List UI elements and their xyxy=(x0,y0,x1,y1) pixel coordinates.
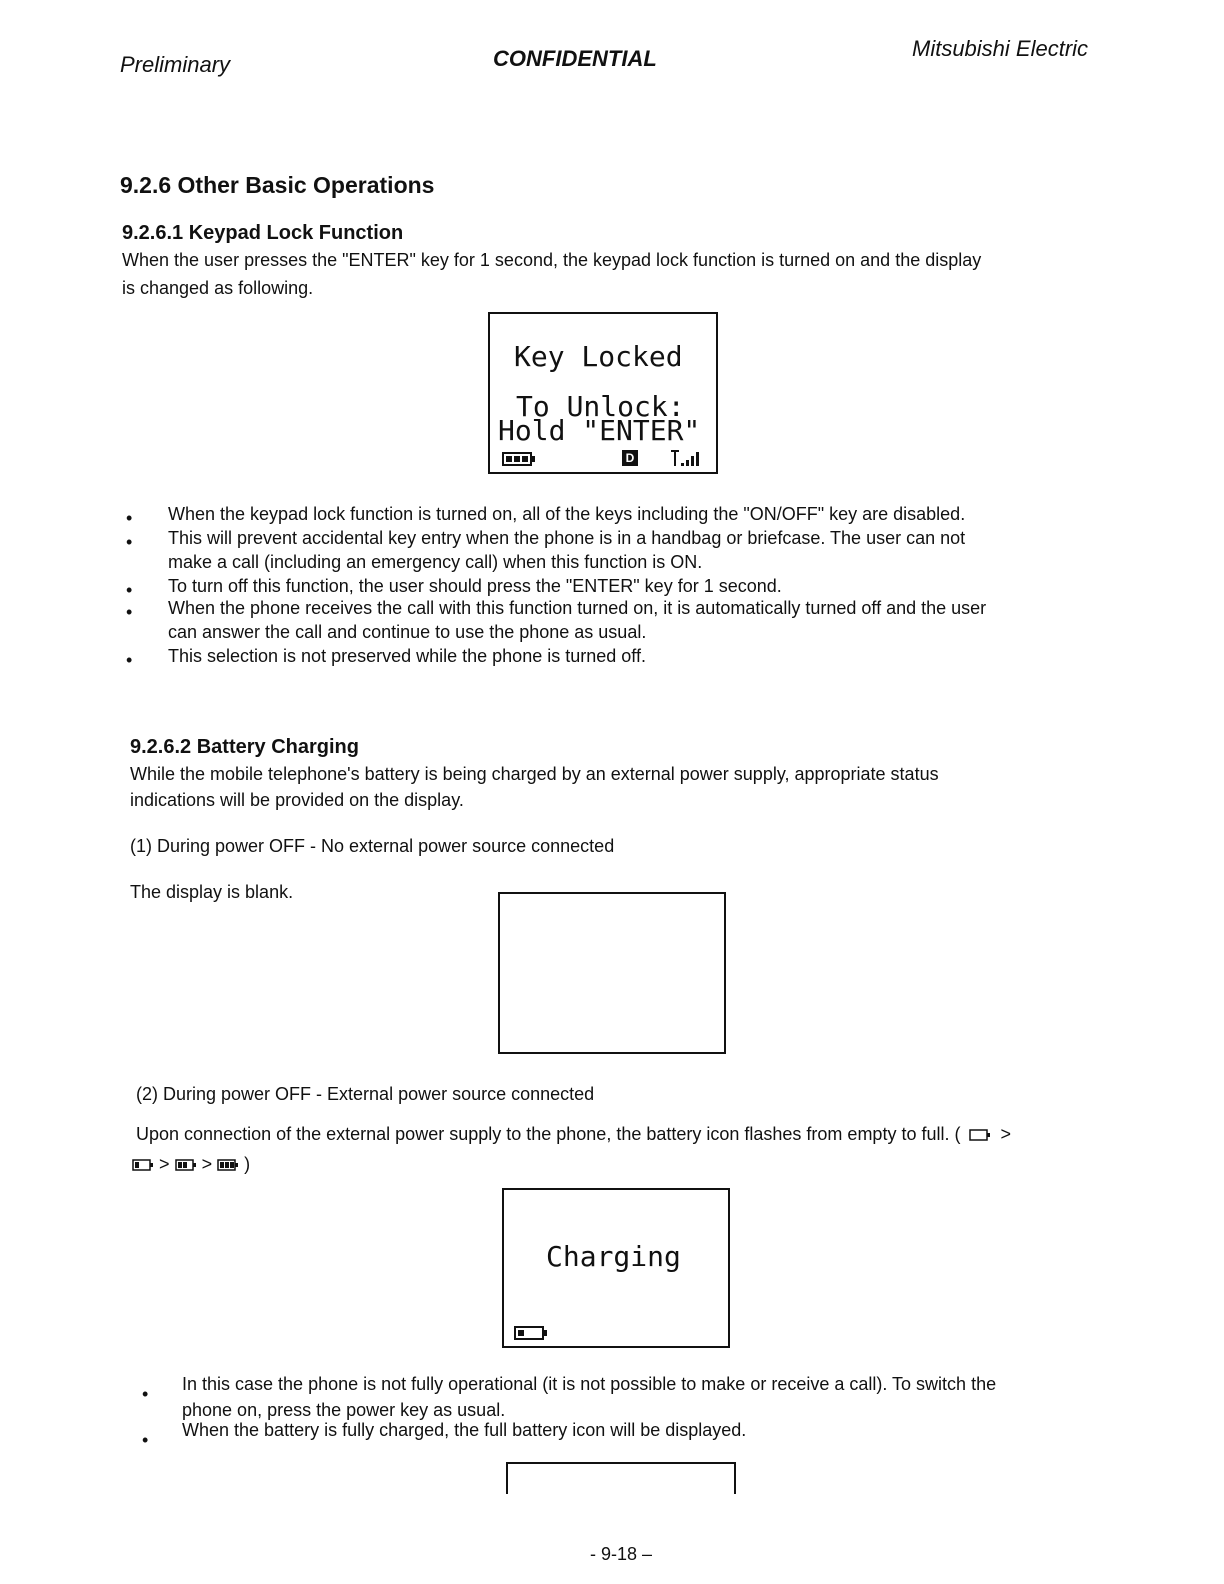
battery-full-icon xyxy=(502,452,536,471)
page-number: - 9-18 – xyxy=(590,1544,653,1564)
battery-empty-outline-icon xyxy=(969,1123,991,1147)
battery-two-bar-icon xyxy=(175,1153,197,1177)
header-confidential: CONFIDENTIAL xyxy=(493,46,657,71)
case2-line2-sep2: > xyxy=(201,1154,213,1174)
keypad-bullet-4-line1: When the phone receives the call with this function turned on, it is automatically turned off and the user xyxy=(168,598,987,618)
bullet-marker: • xyxy=(142,1384,149,1404)
bullet-marker: • xyxy=(126,602,133,622)
battery-bullet-2: When the battery is fully charged, the full battery icon will be displayed. xyxy=(182,1420,747,1440)
battery-bullet-1-line1: In this case the phone is not fully operational (it is not possible to make or receive a call). To switch the xyxy=(182,1374,997,1394)
battery-full-small-icon xyxy=(217,1153,239,1177)
display-line-key-locked: Key Locked xyxy=(514,340,683,373)
case2-line1 xyxy=(136,1122,1011,1147)
section-heading: 9.2.6 Other Basic Operations xyxy=(120,172,435,198)
blank-display xyxy=(498,892,726,1054)
case2-line2 xyxy=(132,1152,250,1177)
battery-one-bar-icon xyxy=(132,1153,154,1177)
case2-line2-sep1: > xyxy=(159,1154,170,1174)
case2-label: (2) During power OFF - External power source connected xyxy=(136,1084,595,1104)
keypad-bullet-4-line2: can answer the call and continue to use the phone as usual. xyxy=(168,622,647,642)
keypad-intro-line2: is changed as following. xyxy=(122,278,314,298)
battery-intro-line2: indications will be provided on the display. xyxy=(130,790,464,810)
display-line-to-unlock: To Unlock: xyxy=(516,390,685,423)
keypad-bullet-1: When the keypad lock function is turned on, all of the keys including the "ON/OFF" key are disabled. xyxy=(168,504,966,524)
bullet-marker: • xyxy=(126,580,133,600)
case2-line1-text: Upon connection of the external power supply to the phone, the battery icon flashes from empty to full. ( xyxy=(136,1124,961,1144)
case2-line2-end: ) xyxy=(244,1154,251,1174)
battery-low-icon xyxy=(514,1326,548,1345)
header-company: Mitsubishi Electric xyxy=(912,36,1089,61)
header-preliminary: Preliminary xyxy=(120,52,231,77)
key-locked-display xyxy=(488,312,718,474)
charging-text: Charging xyxy=(546,1240,681,1273)
full-battery-display-partial xyxy=(506,1462,736,1494)
case1-label: (1) During power OFF - No external power source connected xyxy=(130,836,615,856)
case2-line1-sep: > xyxy=(1000,1124,1012,1144)
bullet-marker: • xyxy=(126,532,133,552)
charging-display xyxy=(502,1188,730,1348)
display-line-hold-enter: Hold "ENTER" xyxy=(498,414,701,447)
keypad-lock-heading: 9.2.6.1 Keypad Lock Function xyxy=(122,222,404,244)
bullet-marker: • xyxy=(126,508,133,528)
keypad-bullet-3: To turn off this function, the user should press the "ENTER" key for 1 second. xyxy=(168,576,782,596)
keypad-bullet-5: This selection is not preserved while the phone is turned off. xyxy=(168,646,646,666)
keypad-bullet-2-line1: This will prevent accidental key entry when the phone is in a handbag or briefcase. The user can not xyxy=(168,528,966,548)
battery-bullet-1-line2: phone on, press the power key as usual. xyxy=(182,1400,506,1420)
bullet-marker: • xyxy=(126,650,133,670)
signal-strength-icon xyxy=(670,448,704,473)
case1-text: The display is blank. xyxy=(130,882,294,902)
digital-mode-icon: D xyxy=(622,450,638,466)
battery-intro-line1: While the mobile telephone's battery is being charged by an external power supply, appropriate status xyxy=(130,764,939,784)
keypad-bullet-2-line2: make a call (including an emergency call) when this function is ON. xyxy=(168,552,703,572)
keypad-intro-line1: When the user presses the "ENTER" key for 1 second, the keypad lock function is turned on and the display xyxy=(122,250,982,270)
bullet-marker: • xyxy=(142,1430,149,1450)
battery-charging-heading: 9.2.6.2 Battery Charging xyxy=(130,736,359,758)
